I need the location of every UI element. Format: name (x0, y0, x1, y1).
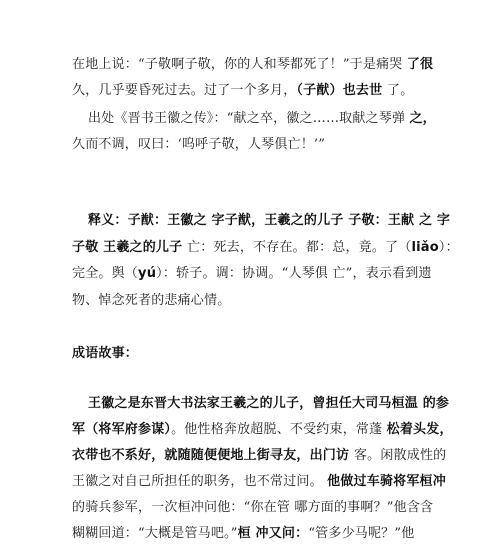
body-text: 客。闲散成性的 (353, 448, 447, 463)
body-text: 出处《晋书王徽之传》：“献之卒，徽之……取献之琴弹 (88, 111, 410, 126)
text-line (72, 265, 482, 283)
bold-text: 子敬 王羲之的儿子 (72, 240, 188, 255)
body-text: 物、悼念死者的悲痛心情。 (72, 293, 231, 308)
text-line (72, 82, 482, 100)
body-text: ）： (438, 240, 459, 255)
text-line (72, 292, 482, 310)
body-text: 亡：死去，不存在。都：总，竟。了（ (187, 240, 412, 255)
bold-text: 他做过车骑将军桓冲 (327, 474, 446, 489)
section-heading (72, 345, 482, 363)
bold-text: 军（将军府参谋） (72, 422, 172, 437)
text-line (72, 421, 482, 439)
bold-text: yú (138, 266, 157, 281)
text-line (72, 136, 482, 154)
body-text: 。他性格奔放超脱、不受约束，常蓬 (171, 422, 387, 437)
bold-text: liǎo (411, 240, 439, 255)
body-text: 糊糊回道：“大概是管马吧。” (72, 526, 238, 541)
bold-text: 松着头发， (386, 422, 453, 437)
bold-text: 衣带也不系好，就随随便便地上街寻友，出门访 (72, 448, 354, 463)
bold-text: （子猷）也去世 (296, 83, 388, 98)
body-text: 的骑兵参军，一次桓冲问他：“你在管 哪方面的事啊？”他含含 (72, 500, 434, 515)
body-text: 久，几乎要昏死过去。过了一个多月， (72, 83, 297, 98)
body-text: 了。 (387, 83, 414, 98)
bold-text: 释义：子猷：王徽之 字子猷，王羲之的儿子 子敬：王献 之 字 (88, 213, 451, 228)
text-line (72, 525, 482, 543)
bold-text: 了很 (406, 57, 434, 72)
text-line (88, 395, 498, 413)
text-line (88, 212, 498, 230)
body-text: ）：轿子。调：协调。“人琴俱 亡”，表示看到遗 (156, 266, 432, 281)
bold-text: 成语故事： (72, 346, 139, 361)
text-line (88, 110, 498, 128)
body-text: 王徽之对自己所担任的职务，也不常过问。 (72, 474, 328, 489)
text-line (72, 499, 482, 517)
bold-text: 王徽之是东晋大书法家王羲之的儿子，曾担任大司马桓温 的参 (88, 396, 450, 411)
body-text: 完全。舆（ (72, 266, 139, 281)
body-text: 在地上说：“子敬啊子敬，你的人和琴都死了！”于是痛哭 (72, 57, 407, 72)
text-line (72, 56, 482, 74)
text-line (72, 239, 482, 257)
text-line (72, 473, 482, 491)
bold-text: 之， (409, 111, 436, 126)
bold-text: 桓 冲又问： (237, 526, 309, 541)
text-line (72, 447, 482, 465)
body-text: “管多少马呢？”他 (308, 526, 415, 541)
body-text: 久而不调，叹曰：‘呜呼子敬，人琴俱亡！’” (72, 137, 326, 152)
